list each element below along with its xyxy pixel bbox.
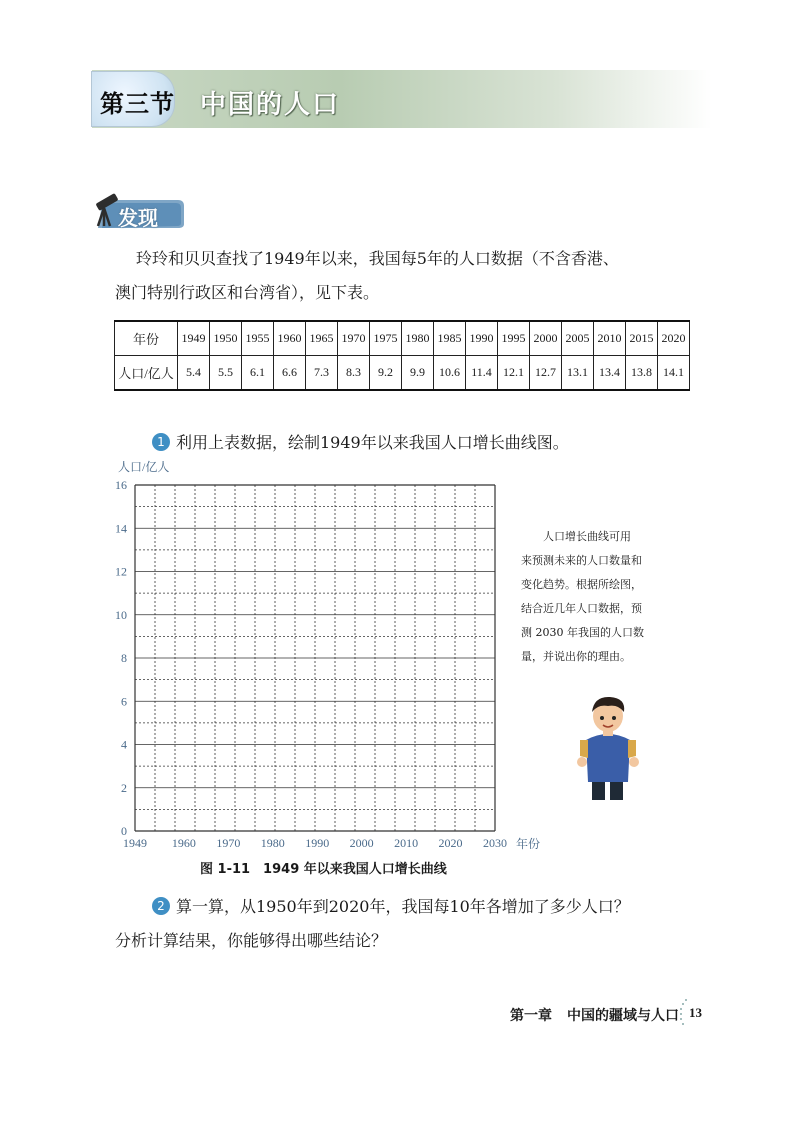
table-row-population (115, 356, 690, 391)
y-tick-label: 10 (115, 607, 127, 622)
table-header-population: 人口/亿人 (115, 356, 178, 391)
table-cell-year: 1980 (402, 321, 434, 356)
table-cell-year: 2010 (594, 321, 626, 356)
x-tick-label: 2010 (394, 836, 419, 850)
x-tick-label: 1970 (216, 836, 241, 850)
table-header-year: 年份 (115, 321, 178, 356)
task1-number-badge: 1 (152, 433, 170, 451)
side-note (521, 525, 671, 669)
table-cell-population: 8.3 (338, 356, 370, 391)
table-cell-population: 10.6 (434, 356, 466, 391)
table-cell-year: 1975 (370, 321, 402, 356)
table-cell-population: 9.2 (370, 356, 402, 391)
section-number: 第三节 (100, 90, 175, 118)
x-tick-label: 1980 (260, 836, 285, 850)
task2-text-line2: 分析计算结果，你能够得出哪些结论？ (115, 931, 388, 950)
population-chart (100, 455, 560, 855)
x-tick-label: 2030 (483, 836, 507, 850)
table-cell-year: 2000 (530, 321, 562, 356)
table-cell-population: 6.6 (274, 356, 306, 391)
table-cell-population: 7.3 (306, 356, 338, 391)
side-note-line: 来预测未来的人口数量和 (521, 554, 642, 567)
table-cell-population: 5.5 (210, 356, 242, 391)
table-cell-population: 9.9 (402, 356, 434, 391)
x-tick-label: 1949 (123, 836, 147, 850)
y-tick-label: 8 (121, 651, 127, 665)
x-tick-label: 2000 (349, 836, 374, 850)
task2 (152, 894, 630, 917)
task1 (152, 430, 569, 453)
intro-text-line1: 玲玲和贝贝查找了1949年以来，我国每5年的人口数据（不含香港、 (136, 249, 619, 268)
table-cell-year: 1950 (210, 321, 242, 356)
intro-text-line2: 澳门特别行政区和台湾省），见下表。 (115, 283, 380, 302)
table-cell-year: 1990 (466, 321, 498, 356)
table-cell-year: 2005 (562, 321, 594, 356)
population-table (114, 320, 690, 391)
task1-text: 利用上表数据，绘制1949年以来我国人口增长曲线图。 (176, 433, 569, 452)
table-cell-year: 2020 (658, 321, 690, 356)
y-tick-label: 14 (115, 521, 127, 536)
page-number: 13 (689, 1005, 702, 1020)
table-cell-population: 5.4 (178, 356, 210, 391)
side-note-line: 结合近几年人口数据，预 (521, 602, 642, 615)
table-cell-population: 11.4 (466, 356, 498, 391)
chart-y-axis-label: 人口/亿人 (118, 460, 170, 474)
table-cell-population: 13.4 (594, 356, 626, 391)
student-boy-illustration (572, 688, 644, 803)
table-cell-year: 1955 (242, 321, 274, 356)
x-tick-label: 2020 (438, 836, 463, 850)
y-tick-label: 2 (121, 780, 127, 795)
side-note-line: 变化趋势。根据所绘图， (521, 578, 642, 591)
task2-number-badge: 2 (152, 897, 170, 915)
table-cell-population: 13.8 (626, 356, 658, 391)
x-tick-label: 1960 (171, 836, 196, 850)
table-row-years (115, 321, 690, 356)
x-tick-label: 1990 (305, 836, 330, 850)
chart-grid (135, 485, 495, 831)
y-tick-label: 0 (121, 824, 127, 838)
table-cell-population: 14.1 (658, 356, 690, 391)
table-cell-population: 12.7 (530, 356, 562, 391)
table-cell-population: 6.1 (242, 356, 274, 391)
table-cell-population: 12.1 (498, 356, 530, 391)
footer-chapter: 第一章 (510, 1008, 552, 1024)
y-tick-label: 16 (115, 478, 127, 492)
chart-axes (115, 478, 507, 850)
chart-x-axis-label: 年份 (516, 837, 541, 851)
y-tick-label: 12 (115, 564, 127, 579)
table-cell-year: 1949 (178, 321, 210, 356)
table-cell-year: 1985 (434, 321, 466, 356)
table-cell-year: 1970 (338, 321, 370, 356)
table-cell-population: 13.1 (562, 356, 594, 391)
section-header-band (92, 70, 712, 128)
table-cell-year: 1995 (498, 321, 530, 356)
table-cell-year: 1965 (306, 321, 338, 356)
side-note-line: 测 2030 年我国的人口数 (521, 626, 644, 639)
y-tick-label: 6 (121, 694, 127, 709)
side-note-line: 人口增长曲线可用 (543, 530, 631, 543)
table-cell-year: 2015 (626, 321, 658, 356)
table-cell-year: 1960 (274, 321, 306, 356)
section-title: 中国的人口 (200, 90, 341, 120)
figure-caption: 图 1-11 1949 年以来我国人口增长曲线 (200, 862, 447, 877)
y-tick-label: 4 (121, 737, 127, 752)
footer-chapter-title: 中国的疆域与人口 (567, 1008, 679, 1024)
discover-label: 发现 (118, 206, 158, 230)
side-note-line: 量，并说出你的理由。 (521, 650, 631, 663)
task2-text-line1: 算一算，从1950年到2020年，我国每10年各增加了多少人口？ (176, 897, 630, 916)
